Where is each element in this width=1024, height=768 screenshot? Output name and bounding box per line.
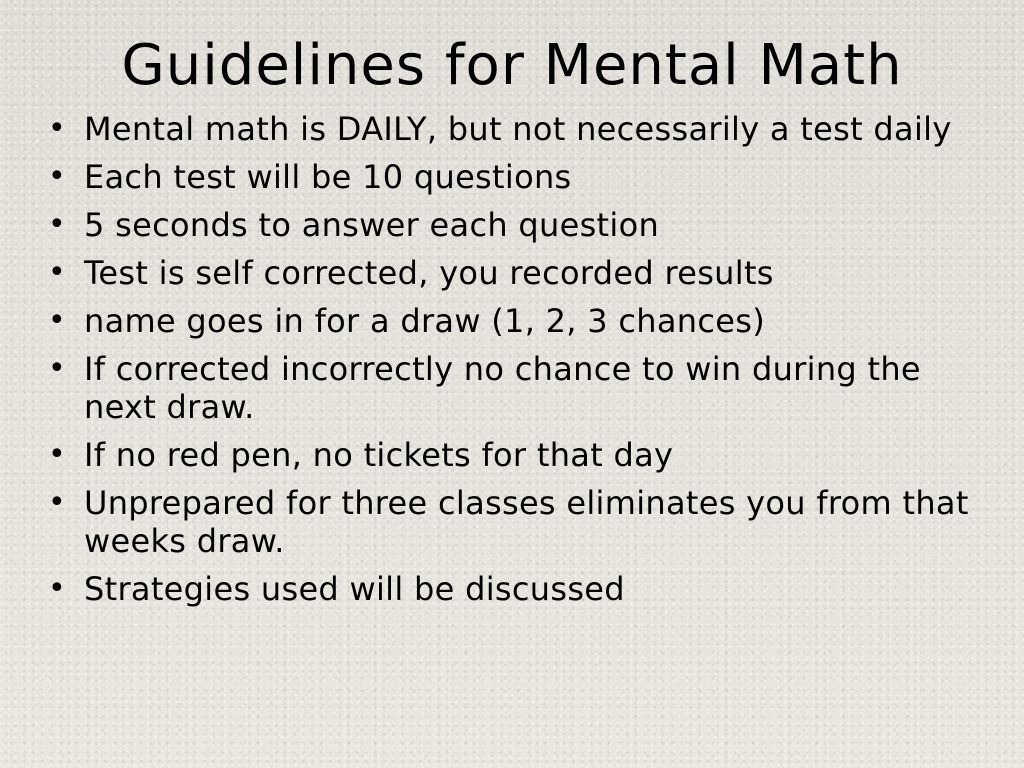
bullet-text: Each test will be 10 questions: [84, 158, 572, 196]
bullet-icon: •: [48, 255, 66, 290]
bullet-icon: •: [48, 303, 66, 338]
bullet-item: [40, 484, 1000, 560]
bullet-icon: •: [48, 571, 66, 606]
bullet-text: If corrected incorrectly no chance to win during the next draw.: [84, 350, 921, 426]
bullet-icon: •: [48, 437, 66, 472]
bullet-text: 5 seconds to answer each question: [84, 206, 660, 244]
bullet-icon: •: [48, 207, 66, 242]
bullet-item: [40, 158, 1000, 196]
bullet-item: [40, 350, 1000, 426]
bullet-text: Mental math is DAILY, but not necessarily a test daily: [84, 110, 952, 148]
bullet-item: [40, 206, 1000, 244]
bullet-list: [40, 110, 1000, 618]
bullet-item: [40, 436, 1000, 474]
bullet-text: name goes in for a draw (1, 2, 3 chances): [84, 302, 765, 340]
bullet-item: [40, 110, 1000, 148]
bullet-item: [40, 570, 1000, 608]
bullet-text: Test is self corrected, you recorded results: [84, 254, 774, 292]
bullet-item: [40, 302, 1000, 340]
bullet-icon: •: [48, 351, 66, 386]
bullet-icon: •: [48, 111, 66, 146]
bullet-text: Unprepared for three classes eliminates you from that weeks draw.: [84, 484, 969, 560]
bullet-icon: •: [48, 159, 66, 194]
slide-title: Guidelines for Mental Math: [121, 33, 903, 98]
bullet-item: [40, 254, 1000, 292]
bullet-text: Strategies used will be discussed: [84, 570, 625, 608]
bullet-icon: •: [48, 485, 66, 520]
bullet-text: If no red pen, no tickets for that day: [84, 436, 674, 474]
